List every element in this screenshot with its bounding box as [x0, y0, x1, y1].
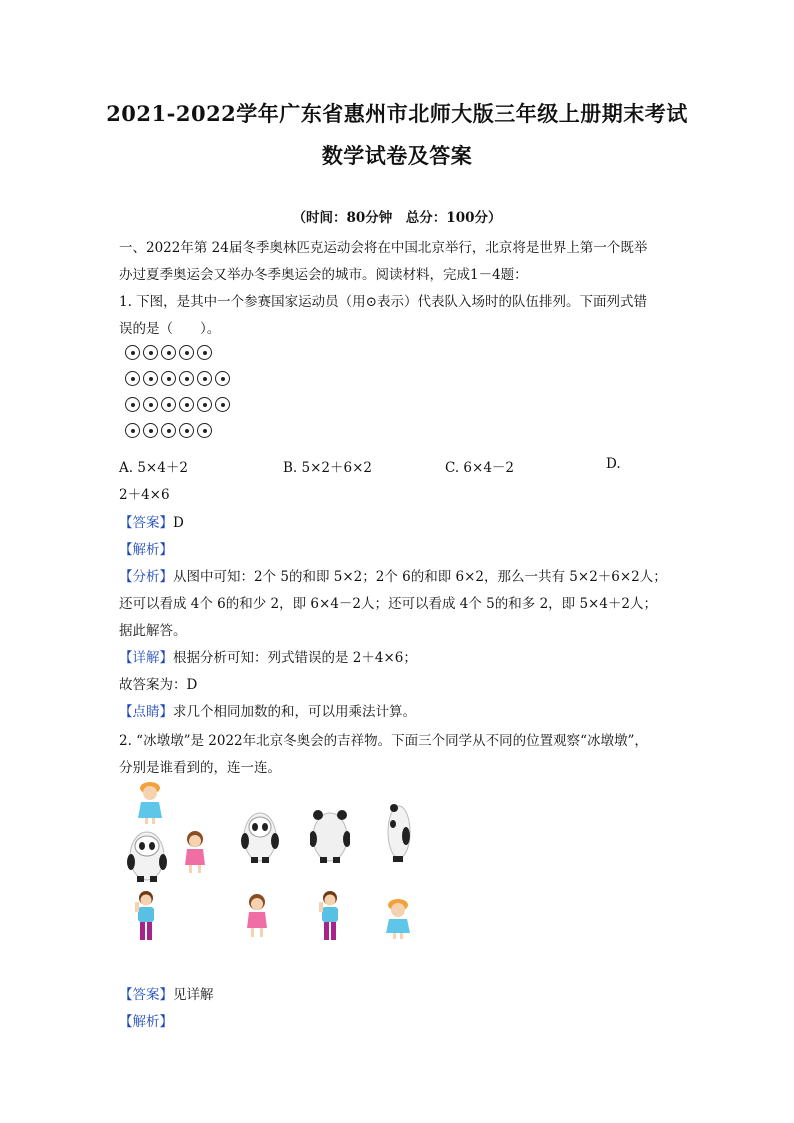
- q1-fenxi-line3: 据此解答。: [119, 623, 187, 639]
- fenxi-text: 从图中可知：2个 5的和即 5×2；2个 6的和即 6×2，那么一共有 5×2＋6×2人；: [173, 569, 667, 585]
- athlete-dot-icon: [179, 345, 194, 360]
- dot-row: [125, 345, 230, 371]
- athlete-dot-icon: [125, 423, 140, 438]
- girl-orange-hat-icon: [135, 780, 165, 826]
- q1-fenxi-line2: 还可以看成 4个 6的和少 2，即 6×4－2人；还可以看成 4个 5的和多 2，即 5×4＋2人；: [119, 596, 658, 612]
- option-b: B. 5×2＋6×2: [283, 460, 372, 476]
- girl-brown-hair-icon-2: [244, 893, 270, 941]
- answer-tag-2: 【答案】: [119, 987, 173, 1003]
- intro-line1: 一、2022年第 24届冬季奥林匹克运动会将在中国北京举行，北京将是世界上第一个既举: [119, 240, 648, 256]
- bing-dwen-dwen-front-icon: [127, 822, 167, 884]
- athlete-dot-icon: [125, 397, 140, 412]
- q1-dianjing: [119, 700, 416, 720]
- option-a: A. 5×4＋2: [119, 460, 188, 476]
- q1-stem-line1: 1. 下图，是其中一个参赛国家运动员（用⊙表示）代表队入场时的队伍排列。下面列式错: [119, 294, 647, 310]
- q2-stem-line2: 分别是谁看到的，连一连。: [119, 760, 281, 776]
- athlete-dot-icon: [197, 397, 212, 412]
- bing-dwen-dwen-back-view-icon: [310, 803, 350, 865]
- page-title-line1: 2021-2022学年广东省惠州市北师大版三年级上册期末考试: [106, 101, 688, 126]
- athlete-dot-icon: [125, 371, 140, 386]
- q1-fenxi-line1: [119, 565, 667, 585]
- xiangjie-tag: 【详解】: [119, 650, 173, 666]
- fenxi-tag: 【分析】: [119, 569, 173, 585]
- athlete-dot-icon: [197, 371, 212, 386]
- athlete-dot-icon: [161, 371, 176, 386]
- q1-final-answer: 故答案为：D: [119, 677, 198, 693]
- athlete-dot-icon: [179, 423, 194, 438]
- athlete-dot-icon: [161, 397, 176, 412]
- dot-row: [125, 371, 230, 397]
- dianjing-tag: 【点睛】: [119, 704, 173, 720]
- athlete-dot-icon: [143, 423, 158, 438]
- q2-stem-line1: 2. “冰墩墩”是 2022年北京冬奥会的吉祥物。下面三个同学从不同的位置观察“冰墩墩”，: [119, 733, 648, 749]
- option-c: C. 6×4－2: [445, 460, 515, 476]
- q1-answer: [119, 511, 184, 531]
- athlete-dot-icon: [215, 371, 230, 386]
- xiangjie-text: 根据分析可知：列式错误的是 2＋4×6；: [173, 650, 417, 666]
- option-d-label: D.: [606, 456, 621, 472]
- girl-orange-hat-icon-2: [383, 897, 413, 941]
- exam-info: （时间：80分钟 总分：100分）: [292, 210, 502, 226]
- athlete-dot-icon: [125, 345, 140, 360]
- bing-dwen-dwen-side-view-icon: [384, 800, 414, 864]
- q1-analysis-tag: 【解析】: [119, 542, 173, 558]
- answer-tag: 【答案】: [119, 515, 173, 531]
- q1-xiangjie: [119, 646, 417, 666]
- answer-value-2: 见详解: [173, 987, 214, 1003]
- dot-row: [125, 423, 230, 449]
- dot-row: [125, 397, 230, 423]
- athlete-dot-icon: [215, 397, 230, 412]
- page-title-line2: 数学试卷及答案: [321, 143, 473, 168]
- athlete-dot-icon: [143, 397, 158, 412]
- answer-value: D: [173, 515, 184, 531]
- girl-brown-hair-icon: [182, 830, 208, 876]
- team-dot-formation: [125, 345, 230, 449]
- dianjing-text: 求几个相同加数的和，可以用乘法计算。: [173, 704, 416, 720]
- q2-analysis-tag: 【解析】: [119, 1014, 173, 1030]
- q1-stem-line2: 误的是（ ）。: [119, 321, 221, 337]
- athlete-dot-icon: [143, 371, 158, 386]
- athlete-dot-icon: [197, 345, 212, 360]
- option-d-text: 2＋4×6: [119, 487, 170, 503]
- athlete-dot-icon: [161, 423, 176, 438]
- athlete-dot-icon: [179, 371, 194, 386]
- intro-line2: 办过夏季奥运会又举办冬季奥运会的城市。阅读材料，完成1－4题：: [119, 267, 528, 283]
- athlete-dot-icon: [197, 423, 212, 438]
- athlete-dot-icon: [179, 397, 194, 412]
- q2-answer: [119, 983, 214, 1003]
- boy-blue-shirt-icon: [133, 890, 159, 944]
- bing-dwen-dwen-front-view-icon: [241, 803, 279, 865]
- athlete-dot-icon: [143, 345, 158, 360]
- athlete-dot-icon: [161, 345, 176, 360]
- boy-blue-shirt-icon-2: [317, 890, 343, 944]
